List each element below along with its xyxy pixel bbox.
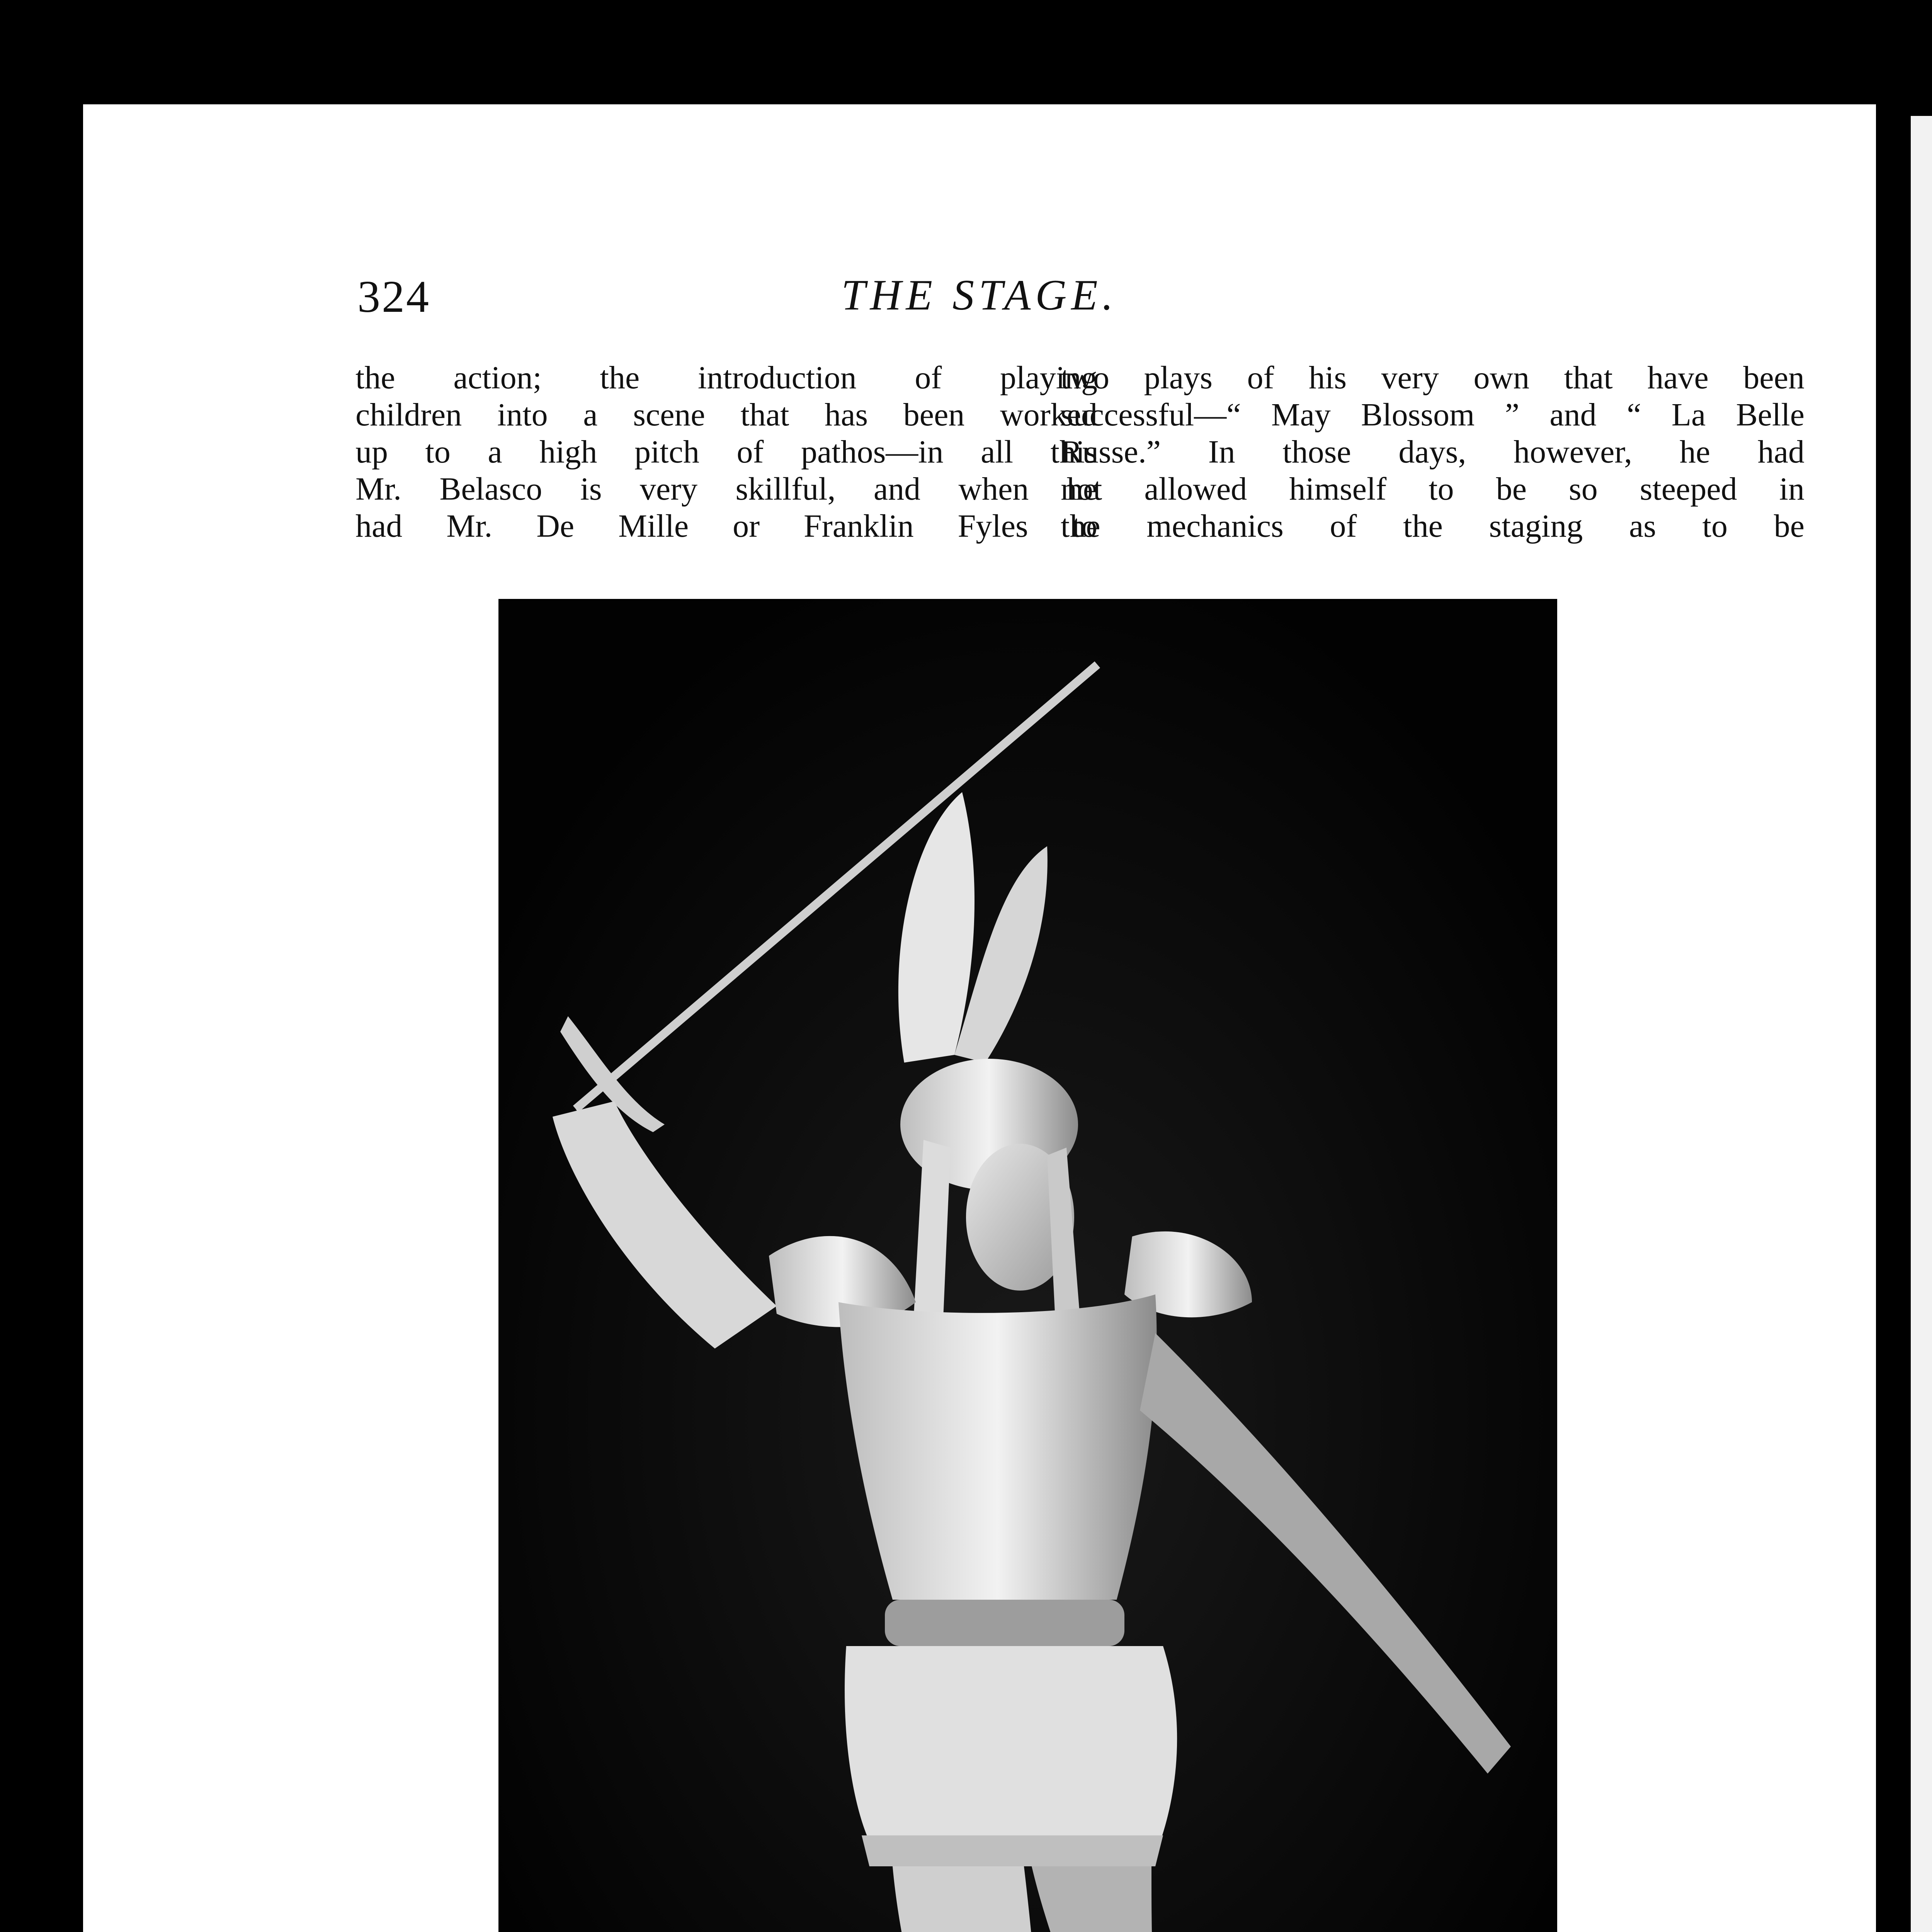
top-right-column bbox=[1061, 359, 1804, 545]
page-gutter bbox=[1891, 104, 1911, 1932]
text-line: up to a high pitch of pathos—in all this bbox=[355, 434, 1097, 470]
text-line: two plays of his very own that have been bbox=[1061, 360, 1804, 396]
running-title: THE STAGE. bbox=[841, 271, 1118, 319]
text-line: children into a scene that has been worked bbox=[355, 397, 1097, 433]
magazine-page bbox=[83, 104, 1876, 1932]
text-line: Mr. Belasco is very skillful, and when he bbox=[355, 471, 1097, 507]
portrait-photograph bbox=[498, 599, 1557, 1932]
adjacent-page-edge bbox=[1911, 116, 1932, 1932]
text-line: had Mr. De Mille or Franklin Fyles to bbox=[355, 508, 1097, 544]
text-line: the action; the introduction of playing bbox=[355, 360, 1097, 396]
text-line: successful—“ May Blossom ” and “ La Belle bbox=[1061, 397, 1804, 433]
text-line: the mechanics of the staging as to be bbox=[1061, 508, 1804, 544]
text-line: Russe.” In those days, however, he had bbox=[1061, 434, 1804, 470]
page-number: 324 bbox=[357, 271, 430, 322]
text-line: not allowed himself to be so steeped in bbox=[1061, 471, 1804, 507]
page-header bbox=[83, 270, 1876, 332]
top-left-column bbox=[355, 359, 1097, 545]
